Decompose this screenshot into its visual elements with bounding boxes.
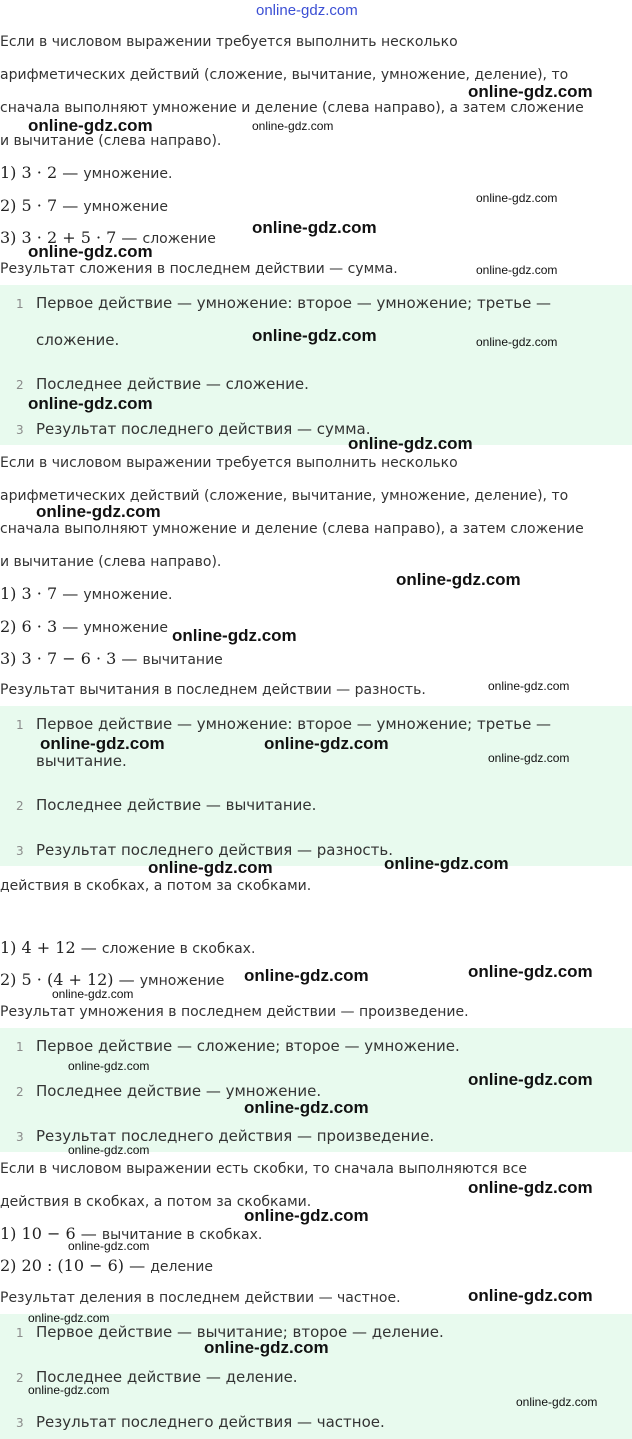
step-row [0, 1256, 213, 1275]
step-text: умножение. [83, 166, 173, 182]
step-text: вычитание [142, 652, 223, 668]
watermark: online-gdz.com [52, 987, 134, 1001]
answer-box [0, 1028, 632, 1152]
paragraph-line: и вычитание (слева направо). [0, 133, 222, 149]
answer-number: 3 [16, 1416, 24, 1430]
answer-text: Первое действие — умножение: второе — умножение; третье — [36, 715, 552, 733]
answer-number: 2 [16, 1085, 24, 1099]
watermark: online-gdz.com [28, 116, 153, 135]
answer-text: Результат последнего действия — произведение. [36, 1127, 435, 1145]
result-line: Результат сложения в последнем действии — сумма. [0, 261, 398, 277]
watermark: online-gdz.com [468, 962, 593, 981]
paragraph-line: арифметических действий (сложение, вычитание, умножение, деление), то [0, 488, 569, 504]
answer-number: 1 [16, 1040, 24, 1054]
watermark: online-gdz.com [244, 1206, 369, 1225]
paragraph-line: арифметических действий (сложение, вычитание, умножение, деление), то [0, 67, 569, 83]
answer-text: Первое действие — сложение; второе — умножение. [36, 1037, 460, 1055]
paragraph-line: и вычитание (слева направо). [0, 554, 222, 570]
step-text: умножение [83, 620, 168, 636]
paragraph-line: Если в числовом выражении есть скобки, то сначала выполняются все [0, 1161, 527, 1177]
watermark: online-gdz.com [204, 1338, 329, 1357]
watermark: online-gdz.com [148, 858, 273, 877]
answer-box [0, 285, 632, 445]
watermark: online-gdz.com [468, 1070, 593, 1089]
answer-text: Первое действие — вычитание; второе — деление. [36, 1323, 444, 1341]
step-expression: 1) 10 − 6 — [0, 1224, 97, 1243]
step-text: умножение. [83, 587, 173, 603]
watermark: online-gdz.com [172, 626, 297, 645]
step-expression: 2) 5 · 7 — [0, 196, 79, 215]
watermark: online-gdz.com [244, 1098, 369, 1117]
step-expression: 1) 3 · 7 — [0, 584, 79, 603]
watermark: online-gdz.com [68, 1143, 150, 1157]
answer-number: 3 [16, 1130, 24, 1144]
answer-number: 1 [16, 718, 24, 732]
paragraph-line: действия в скобках, а потом за скобками. [0, 878, 312, 894]
answer-number: 1 [16, 297, 24, 311]
paragraph-line: сначала выполняют умножение и деление (слева направо), а затем сложение [0, 521, 584, 537]
watermark: online-gdz.com [468, 82, 593, 101]
watermark: online-gdz.com [348, 434, 473, 453]
answer-number: 2 [16, 799, 24, 813]
answer-text: Результат последнего действия — сумма. [36, 420, 371, 438]
result-line: Результат деления в последнем действии — частное. [0, 1290, 401, 1306]
step-row [0, 196, 168, 215]
answer-number: 2 [16, 378, 24, 392]
paragraph-line: действия в скобках, а потом за скобками. [0, 1194, 312, 1210]
step-text: деление [150, 1259, 213, 1275]
site-header-link[interactable]: online-gdz.com [256, 2, 358, 19]
answer-text: сложение. [36, 331, 120, 349]
watermark: online-gdz.com [28, 242, 153, 261]
watermark: online-gdz.com [468, 1178, 593, 1197]
answer-text: Последнее действие — умножение. [36, 1082, 322, 1100]
answer-number: 1 [16, 1326, 24, 1340]
step-text: вычитание в скобках. [101, 1227, 263, 1243]
watermark: online-gdz.com [468, 1286, 593, 1305]
answer-box [0, 706, 632, 866]
watermark: online-gdz.com [28, 394, 153, 413]
answer-text: Последнее действие — сложение. [36, 375, 309, 393]
step-row [0, 649, 223, 668]
step-expression: 2) 5 · (4 + 12) — [0, 970, 135, 989]
watermark: online-gdz.com [488, 751, 570, 765]
step-expression: 1) 3 · 2 — [0, 163, 79, 182]
step-expression: 3) 3 · 2 + 5 · 7 — [0, 228, 138, 247]
watermark: online-gdz.com [476, 263, 558, 277]
result-line: Результат умножения в последнем действии — произведение. [0, 1004, 469, 1020]
answer-number: 3 [16, 844, 24, 858]
paragraph-line: Если в числовом выражении требуется выполнить несколько [0, 455, 458, 471]
watermark: online-gdz.com [476, 335, 558, 349]
answer-text: Последнее действие — вычитание. [36, 796, 317, 814]
watermark: online-gdz.com [36, 502, 161, 521]
watermark: online-gdz.com [252, 218, 377, 237]
step-text: умножение [139, 973, 225, 989]
watermark: online-gdz.com [68, 1059, 150, 1073]
step-row [0, 938, 255, 957]
result-line: Результат вычитания в последнем действии — разность. [0, 682, 426, 698]
watermark: online-gdz.com [244, 966, 369, 985]
watermark: online-gdz.com [28, 1383, 110, 1397]
step-text: умножение [83, 199, 168, 215]
answer-box [0, 1314, 632, 1439]
step-text: сложение [142, 231, 216, 247]
step-expression: 3) 3 · 7 − 6 · 3 — [0, 649, 138, 668]
watermark: online-gdz.com [476, 191, 558, 205]
answer-number: 2 [16, 1371, 24, 1385]
answer-text: Результат последнего действия — разность. [36, 841, 394, 859]
answer-text: Результат последнего действия — частное. [36, 1413, 385, 1431]
step-expression: 2) 20 : (10 − 6) — [0, 1256, 146, 1275]
step-expression: 1) 4 + 12 — [0, 938, 97, 957]
watermark: online-gdz.com [40, 734, 165, 753]
step-text: сложение в скобках. [101, 941, 256, 957]
watermark: online-gdz.com [516, 1395, 598, 1409]
answer-text: вычитание. [36, 752, 127, 770]
answer-text: Последнее действие — деление. [36, 1368, 298, 1386]
watermark: online-gdz.com [252, 326, 377, 345]
watermark: online-gdz.com [384, 854, 509, 873]
paragraph-line: Если в числовом выражении требуется выполнить несколько [0, 34, 458, 50]
watermark: online-gdz.com [264, 734, 389, 753]
watermark: online-gdz.com [68, 1239, 150, 1253]
watermark: online-gdz.com [28, 1311, 110, 1325]
answer-number: 3 [16, 423, 24, 437]
watermark: online-gdz.com [396, 570, 521, 589]
watermark: online-gdz.com [488, 679, 570, 693]
step-expression: 2) 6 · 3 — [0, 617, 79, 636]
answer-text: Первое действие — умножение: второе — умножение; третье — [36, 294, 552, 312]
watermark: online-gdz.com [252, 119, 334, 133]
step-row [0, 163, 172, 182]
step-row [0, 584, 172, 603]
step-row [0, 617, 168, 636]
paragraph-line: сначала выполняют умножение и деление (слева направо), а затем сложение [0, 100, 584, 116]
